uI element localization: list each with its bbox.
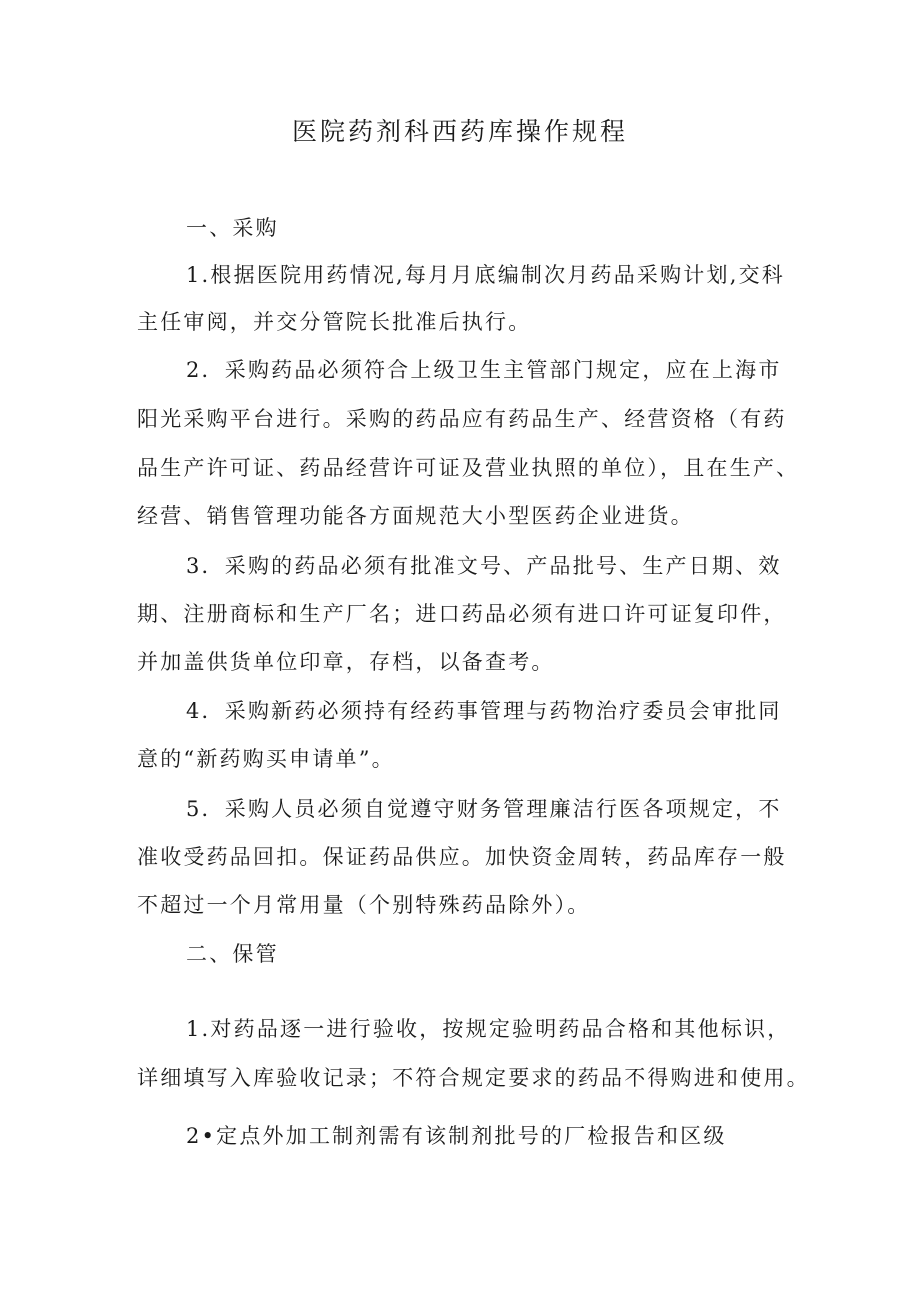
paragraph-line: 阳光采购平台进行。采购的药品应有药品生产、经营资格（有药 xyxy=(137,407,787,431)
paragraph-line: 经营、销售管理功能各方面规范大小型医药企业进货。 xyxy=(137,504,694,528)
paragraph-line: 1.对药品逐一进行验收，按规定验明药品合格和其他标识， xyxy=(186,1017,791,1041)
paragraph-line: 1.根据医院用药情况,每月月底编制次月药品采购计划,交科 xyxy=(186,263,785,287)
paragraph-line: 详细填写入库验收记录；不符合规定要求的药品不得购进和使用。 xyxy=(137,1066,810,1090)
paragraph-line: 并加盖供货单位印章，存档，以备查考。 xyxy=(137,650,555,674)
paragraph-line: 品生产许可证、药品经营许可证及营业执照的单位），且在生产、 xyxy=(137,456,800,480)
paragraph-line: 2•定点外加工制剂需有该制剂批号的厂检报告和区级 xyxy=(186,1124,727,1148)
paragraph-line: 2．采购药品必须符合上级卫生主管部门规定，应在上海市 xyxy=(186,358,782,382)
paragraph-line: 3．采购的药品必须有批准文号、产品批号、生产日期、效 xyxy=(186,554,782,578)
paragraph-line: 主任审阅，并交分管院长批准后执行。 xyxy=(137,310,532,334)
paragraph-line: 4．采购新药必须持有经药事管理与药物治疗委员会审批同 xyxy=(186,699,782,723)
document-title: 医院药剂科西药库操作规程 xyxy=(291,117,628,146)
section-heading: 一、采购 xyxy=(186,216,279,240)
paragraph-line: 期、注册商标和生产厂名；进口药品必须有进口许可证复印件， xyxy=(137,602,787,626)
paragraph-line: 5．采购人员必须自觉遵守财务管理廉洁行医各项规定，不 xyxy=(186,797,782,821)
paragraph-line: 准收受药品回扣。保证药品供应。加快资金周转，药品库存一般 xyxy=(137,845,787,869)
paragraph-line: 意的“新药购买申请单”。 xyxy=(137,747,395,771)
paragraph-line: 不超过一个月常用量（个别特殊药品除外）。 xyxy=(137,893,591,917)
section-heading: 二、保管 xyxy=(186,942,279,966)
